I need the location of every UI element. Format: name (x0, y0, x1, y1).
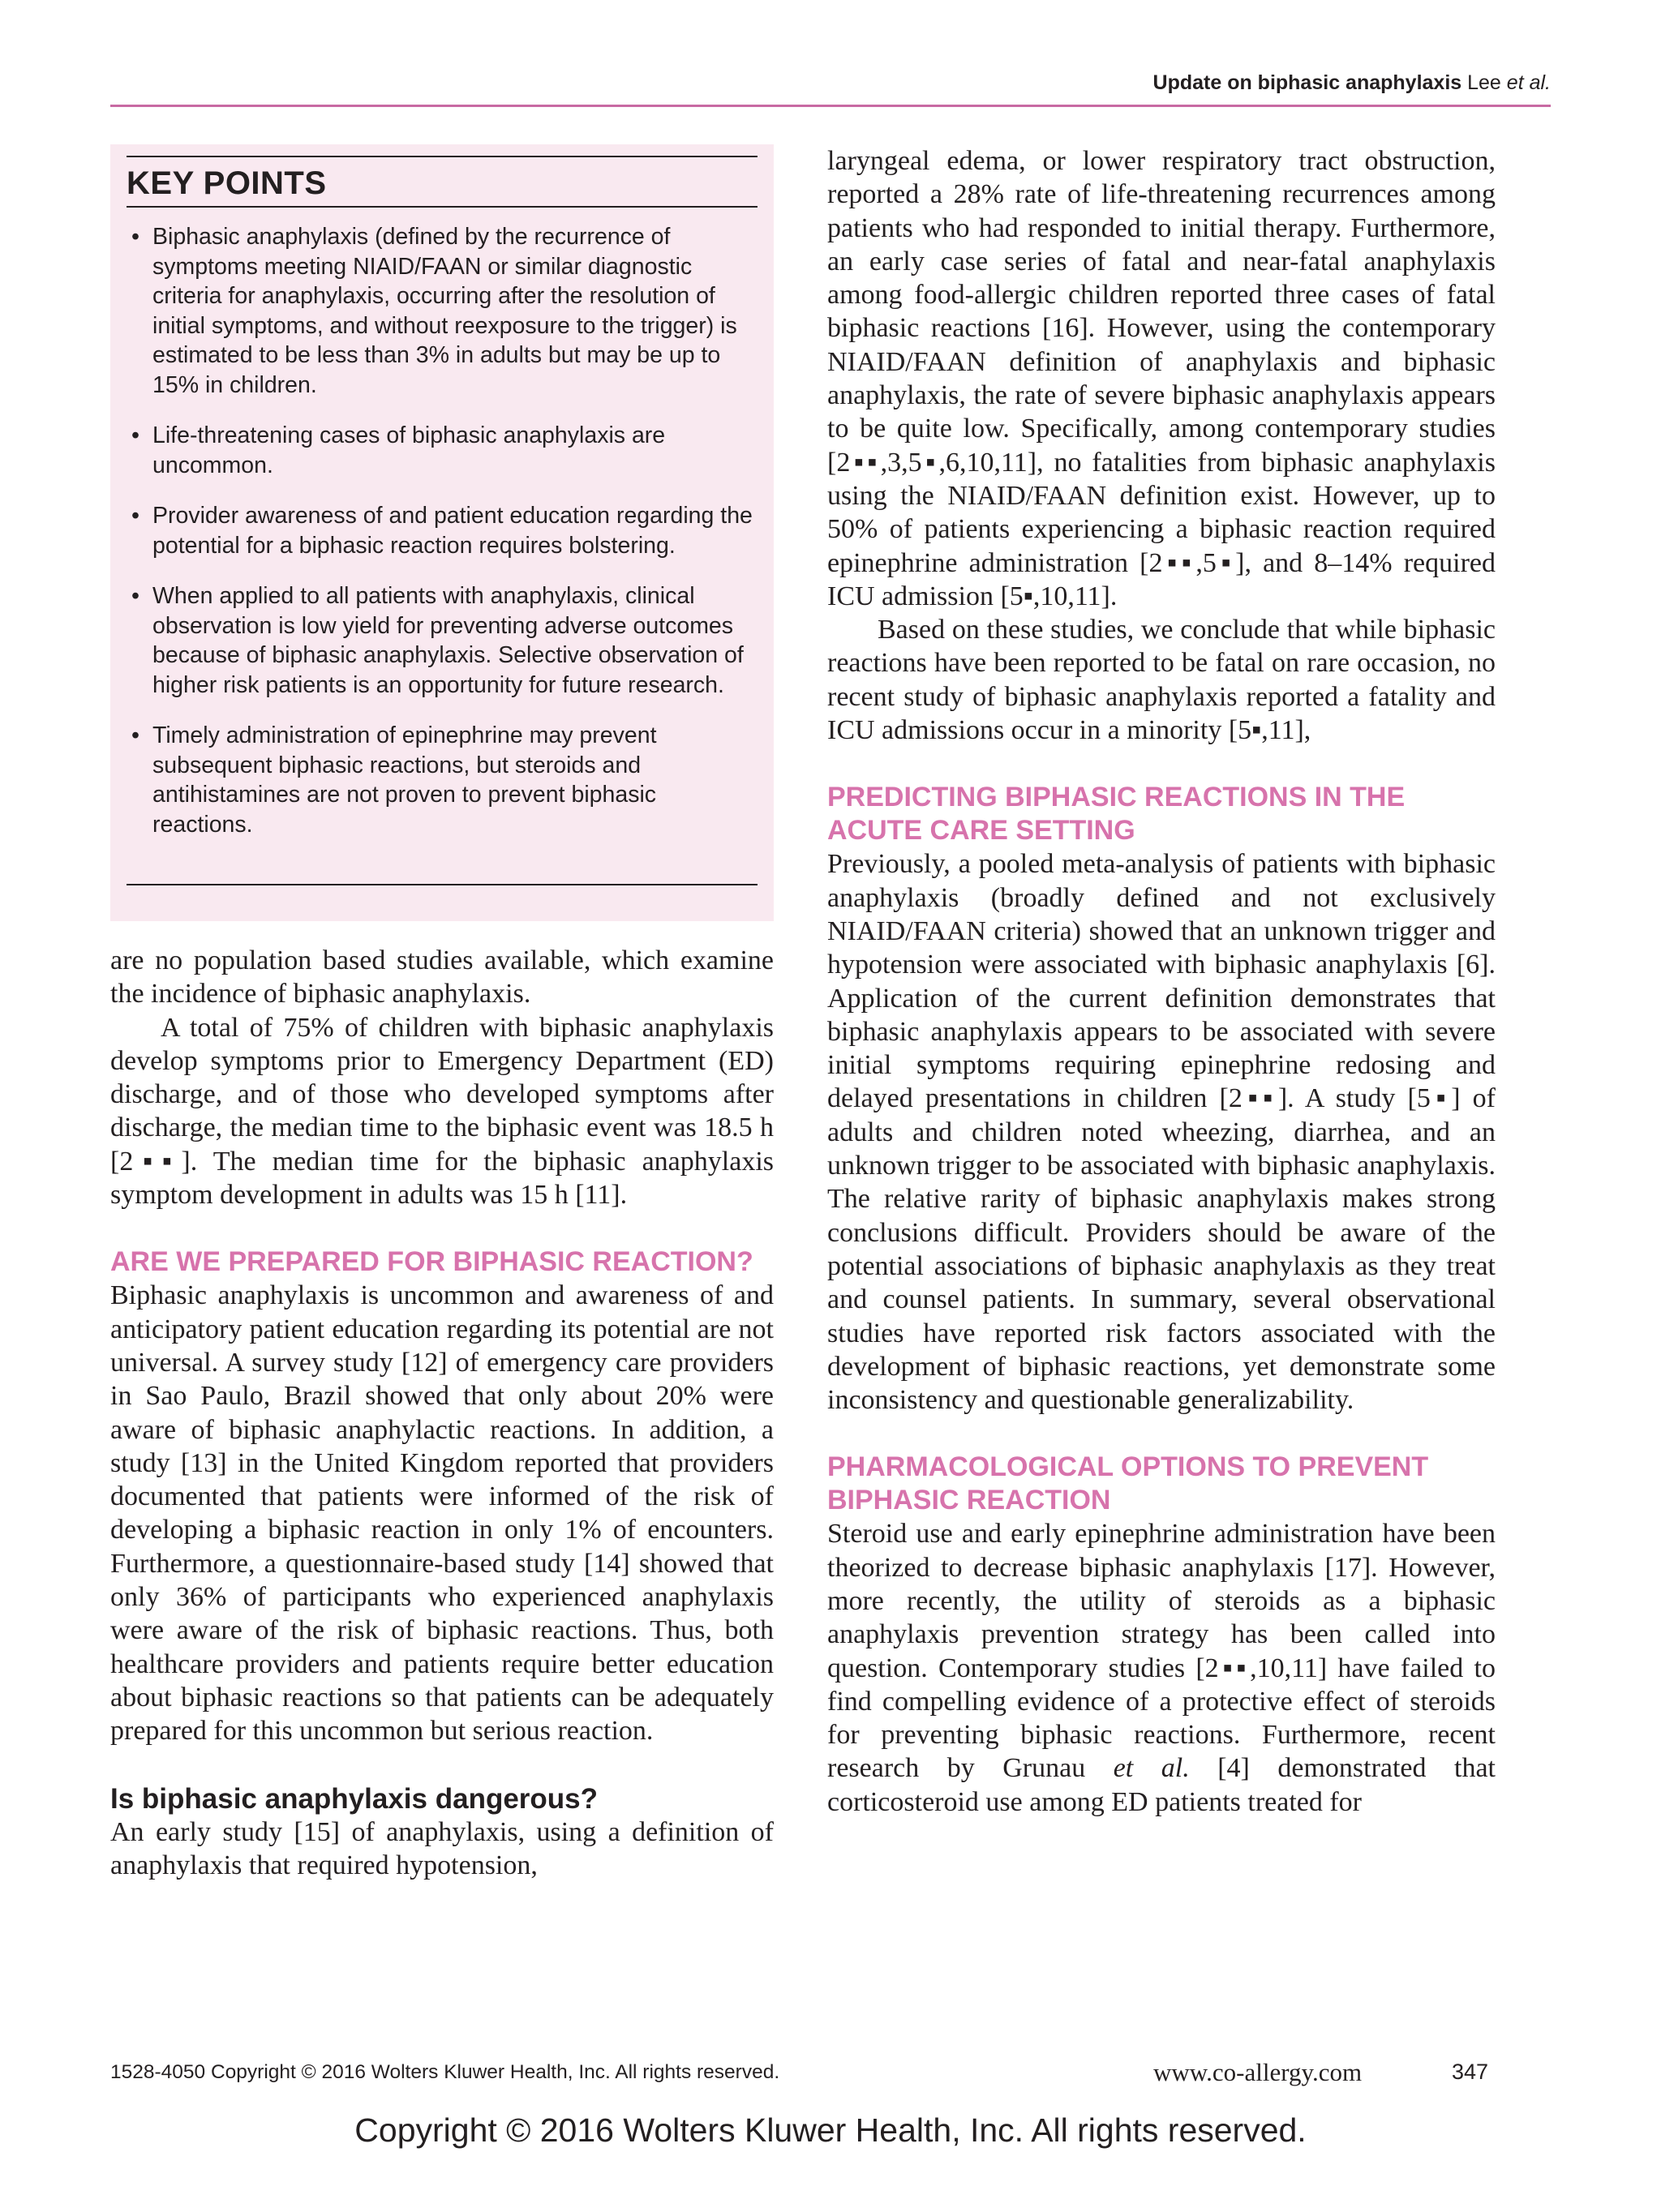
footer-journal-url[interactable]: www.co-allergy.com (1153, 2058, 1363, 2086)
et-al-italic: et al. (1113, 1753, 1190, 1784)
page-number: 347 (1452, 2060, 1489, 2084)
spacer (827, 1417, 1496, 1451)
key-point-item: • When applied to all patients with anaphylaxis, clinical observation is low yield for preventing adverse outcomes because of biphasic anaphylaxis. Selective observation of higher risk patients is an opportunity for future research. (128, 581, 761, 700)
spacer (110, 1748, 774, 1782)
section-heading-pharmacological: PHARMACOLOGICAL OPTIONS TO PREVENT BIPHASIC REACTION (827, 1451, 1429, 1516)
paragraph: A total of 75% of children with biphasic anaphylaxis develop symptoms prior to Emergency Department (ED) discharge, and of those who developed symptoms after discharge, the median time to the biphasic event was 18.5 h [2▪▪]. The median time for the biphasic anaphylaxis symptom development in adults was 15 h [11]. (110, 1012, 774, 1211)
key-point-item: • Timely administration of epinephrine may prevent subsequent biphasic reactions, but steroids and antihistamines are not proven to prevent biphasic reactions. (128, 721, 761, 839)
key-points-title-rule (127, 206, 758, 208)
paragraph (827, 1517, 1496, 1819)
paragraph: are no population based studies available, which examine the incidence of biphasic anaphylaxis. (110, 945, 774, 1010)
running-authors: Lee (1467, 71, 1501, 94)
footer-copyright: 1528-4050 Copyright © 2016 Wolters Kluwer Health, Inc. All rights reserved. (110, 2061, 780, 2083)
key-point-item: • Biphasic anaphylaxis (defined by the recurrence of symptoms meeting NIAID/FAAN or similar diagnostic criteria for anaphylaxis, occurring after the resolution of initial symptoms, and without reexposure to the trigger) is estimated to be less than 3% in adults but may be up to 15% in children. (128, 222, 761, 400)
subsection-heading-dangerous: Is biphasic anaphylaxis dangerous? (110, 1782, 599, 1815)
copyright-banner: Copyright © 2016 Wolters Kluwer Health, Inc. All rights reserved. (354, 2111, 1307, 2149)
key-points-bottom-rule (127, 884, 758, 885)
key-point-item: • Life-threatening cases of biphasic anaphylaxis are uncommon. (128, 421, 761, 480)
paragraph: Biphasic anaphylaxis is uncommon and awareness of and anticipatory patient education regarding its potential are not universal. A survey study [12] of emergency care providers in Sao Paulo, Brazil showed that only about 20% were aware of biphasic anaphylactic reactions. In addition, a study [13] in the United Kingdom reported that providers documented that patients were informed of the risk of developing a biphasic reaction in only 1% of encounters. Furthermore, a questionnaire-based study [14] showed that only 36% of participants who experienced anaphylaxis were aware of the risk of biphasic reactions. Thus, both healthcare providers and patients require better education about biphasic reactions so that patients can be adequately prepared for this uncommon but serious reaction. (110, 1280, 774, 1747)
paragraph: laryngeal edema, or lower respiratory tract obstruction, reported a 28% rate of life-threatening recurrences among patients who had responded to initial therapy. Furthermore, an early case series of fatal and near-fatal anaphylaxis among food-allergic children reported three cases of fatal biphasic reactions [16]. However, using the contemporary NIAID/FAAN definition of anaphylaxis and biphasic anaphylaxis, the rate of severe biphasic anaphylaxis appears to be quite low. Specifically, among contemporary studies [2▪▪,3,5▪,6,10,11], no fatalities from biphasic anaphylaxis using the NIAID/FAAN definition exist. However, up to 50% of patients experiencing a biphasic reaction required epinephrine administration [2▪▪,5▪], and 8–14% required ICU admission [5▪,10,11]. (827, 146, 1496, 611)
paragraph-text: [4] demonstrated that corticosteroid use among ED patients treated for (827, 1753, 1496, 1817)
paragraph-text: Steroid use and early epinephrine administration have been theorized to decrease biphasic anaphylaxis [17]. However, more recently, the utility of steroids as a biphasic anaphylaxis prevention strategy has been called into question. Contemporary studies [2▪▪,10,11] have failed to find compelling evidence of a protective effect of steroids for preventing biphasic reactions. Furthermore, recent research by Grunau (827, 1519, 1496, 1784)
left-column (110, 944, 774, 1882)
key-points-list (128, 222, 761, 839)
section-heading-prepared: ARE WE PREPARED FOR BIPHASIC REACTION? (110, 1246, 753, 1278)
paragraph: Based on these studies, we conclude that while biphasic reactions have been reported to be fatal on rare occasion, no recent study of biphasic anaphylaxis reported a fatality and ICU admissions occur in a minority [5▪,11], (827, 615, 1496, 746)
right-column (827, 144, 1496, 1819)
spacer (827, 747, 1496, 781)
paragraph: An early study [15] of anaphylaxis, using a definition of anaphylaxis that required hypotension, (110, 1816, 774, 1880)
running-et-al: et al. (1506, 71, 1551, 94)
key-points-title: KEY POINTS (127, 165, 327, 201)
spacer (110, 1211, 774, 1245)
running-header (110, 71, 1551, 104)
key-points-top-rule (127, 156, 758, 157)
key-points-box (110, 144, 774, 921)
running-title: Update on biphasic anaphylaxis (1152, 71, 1462, 94)
header-rule (110, 105, 1551, 107)
paragraph: Previously, a pooled meta-analysis of patients with biphasic anaphylaxis (broadly defined and not exclusively NIAID/FAAN criteria) showed that an unknown trigger and hypotension were associated with biphasic anaphylaxis [6]. Application of the current definition demonstrates that biphasic anaphylaxis appears to be associated with severe initial symptoms requiring epinephrine redosing and delayed presentations in children [2▪▪]. A study [5▪] of adults and children noted wheezing, diarrhea, and an unknown trigger to be associated with biphasic anaphylaxis. The relative rarity of biphasic anaphylaxis makes strong conclusions difficult. Providers should be aware of the potential associations of biphasic anaphylaxis as they treat and counsel patients. In summary, several observational studies have reported risk factors associated with the development of biphasic reactions, yet demonstrate some inconsistency and questionable generalizability. (827, 849, 1496, 1416)
key-point-item: • Provider awareness of and patient education regarding the potential for a biphasic reaction requires bolstering. (128, 501, 761, 560)
section-heading-predicting: PREDICTING BIPHASIC REACTIONS IN THE ACUTE CARE SETTING (827, 782, 1406, 847)
